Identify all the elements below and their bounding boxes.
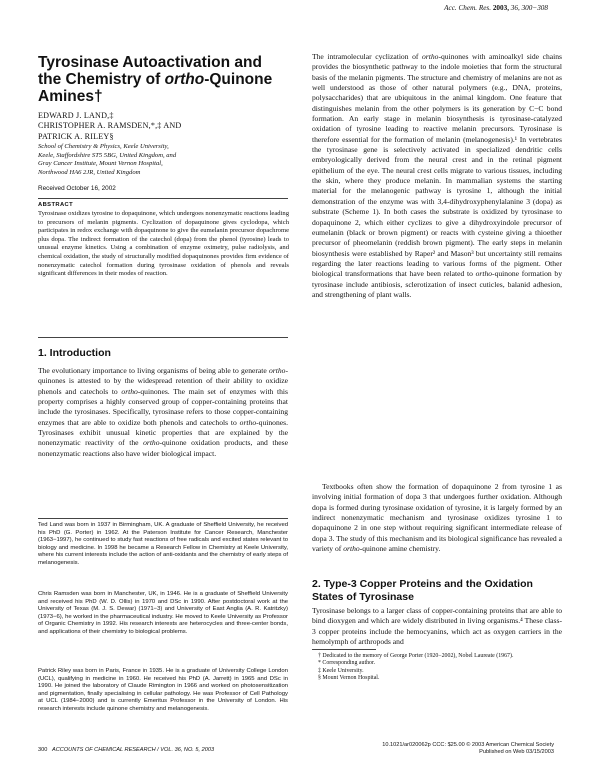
intro-text-d: ortho: [121, 386, 138, 396]
title-line-2-pre: the Chemistry of: [38, 71, 165, 88]
title-line-2-post: -Quinone: [204, 71, 273, 88]
section-2-heading-line-1: 2. Type-3 Copper Proteins and the Oxidation: [312, 578, 533, 590]
bio-ramsden: Chris Ramsden was born in Manchester, UK, in 1946. He is a graduate of Sheffield University and received his PhD (W. D. Ollis) in 1970 and DSc in 1990. After postdoctoral work at the University of Texas (M. J. S. Dewar) (1971−3) and University of East Anglia (A. R. Katritzky) (1973−6), he worked in the pharmaceutical industry. He moved to Keele University as Professor of Organic Chemistry in 1992. His research interests are heterocycles and three-center bonds, and applications of their chemistry to biological problems.: [38, 591, 288, 635]
title-line-2: [38, 71, 288, 88]
affiliation: [38, 143, 288, 177]
author-2: CHRISTOPHER A. RAMSDEN,*,‡ AND: [38, 121, 182, 131]
title-line-2-italic: ortho: [164, 71, 205, 88]
right-p2-c: -quinone amine chemistry.: [359, 544, 441, 554]
received-date: Received October 16, 2002: [38, 185, 116, 192]
right-paragraph-2: [312, 482, 562, 554]
intro-text-e: -quinones. The main set of enzymes with this property comprises a highly conserved group of copper-containing proteins that include the tyrosinases. Specifically, tyrosinase refers to those copper-containing enzymes that are able to oxidize both phenols and catechols to: [38, 386, 288, 427]
author-3: PATRICK A. RILEY§: [38, 131, 114, 141]
section-2-heading-line-2: States of Tyrosinase: [312, 590, 414, 603]
right-p2-a: Textbooks often show the formation of dopaquinone 2 from tyrosine 1 as involving initial formation of dopa 3 that undergoes further oxidation. Although dopa is formed during tyrosinase oxidation of tyrosine, it is largely formed by an indirect nonenzymatic mechanism and tyrosinase oxidizes tyrosine 1 to dopaquinone 2 in one step without requiring significant intermediate release of dopa 3. The study of this mechanism and its biological significance has revealed a variety of: [312, 482, 562, 554]
intro-text-f: ortho: [239, 417, 257, 427]
bio-rule: [38, 518, 288, 519]
right-p1-c: -quinones with aminoalkyl side chains provides the biosynthetic pathway to the indole moieties that form the structural basis of the melanin pigments. The structure and chemistry of melanins are not as well understood as those of other natural polymers (e.g., DNA, proteins, polysaccharides) that are ubiquitous in the animal kingdom. One feature that distinguishes melanin from the other polymers is its generation by C−C bond formation. An early stage in melanin biosynthesis is tyrosinase-catalyzed oxidation of tyrosine leading to reactive melanin precursors. Tyrosinase is therefore essential for the formation of melanin (melanogenesis).¹ In vertebrates the tyrosinase gene is selectively activated in specialized dendritic cells embryologically derived from the neural crest and in the retinal pigment epithelium of the eye. The neural crest cells migrate to various tissues, including the skin, where they produce melanin. In mammalian systems the starting material for the melanogenic pathway is tyrosine 1, although the initial demonstration of the enzyme was with 3,4-dihydroxyphenylalanine 3 (dopa) as substrate (Scheme 1). In both cases the substrate is oxidized by tyrosinase to dopaquinone 2, which either cyclizes to give a dihydroxyindole precursor of eumelanin (black or brown pigment) or reacts with cysteine giving a thioether precursor of pheomelanin (reddish brown pigment). The early steps in melanin biosynthesis were established by Raper² and Mason³ but uncertainty still remains regarding the later reactions leading to various forms of the pigment. Other biological transformations that have been related to: [312, 52, 562, 279]
section-2-paragraph: Tyrosinase belongs to a larger class of copper-containing proteins that are able to bind dioxygen and which are widely distributed in living organisms.⁴ These class-3 copper proteins include the hemocyanins, which act as oxygen carriers in the hemolymph of arthropods and: [312, 606, 562, 647]
author-list: [38, 111, 288, 142]
journal-reference: [444, 4, 548, 12]
footnotes: [316, 653, 556, 683]
abstract-text: Tyrosinase oxidizes tyrosine to dopaquinone, which undergoes nonenzymatic reactions leading to precursors of melanin pigments. Cyclization of dopaquinone gives cyclodopa, which participates in redox exchange with dopaquinone to give the eumelanin precursor dopachrome plus dopa. The indirect formation of the catechol (dopa) from the phenol (tyrosine) leads to unusual enzyme kinetics. Using a combination of enzyme oximetry, pulse radiolysis, and chemical oxidation, the study of structurally modified dopaquinones provides firm evidence of nonenzymatic catechol formation during tyrosinase oxidation of phenols and reveals significant differences in their modes of reaction.: [38, 210, 289, 278]
footnote-keele: ‡ Keele University.: [318, 667, 364, 674]
intro-paragraph: [38, 366, 288, 459]
intro-text-c: -quinones is attested to by the widespread retention of their ability to oxidize phenols and catechols to: [38, 366, 288, 396]
journal-name: Acc. Chem. Res.: [444, 4, 492, 12]
intro-text-b: ortho: [269, 366, 286, 375]
footer-left: [38, 747, 214, 753]
right-p2-b: ortho: [343, 544, 360, 554]
footnote-corresponding: * Corresponding author.: [318, 660, 376, 667]
bio-land: Ted Land was born in 1937 in Birmingham, UK. A graduate of Sheffield University, he received his PhD (G. Porter) in 1962. At the Paterson Institute for Cancer Research, Manchester (1963−1997), he continued to study fast reactions of free radicals and excited states relevant to biology and medicine. In 1998 he became a Research Fellow in Chemistry at Keele University, where his current interests include the action of anti-oxidants and the chemistry of early steps of melanogenesis.: [38, 522, 288, 566]
page-number: 300: [38, 747, 48, 753]
bio-riley: Patrick Riley was born in Paris, France in 1935. He is a graduate of University College London (UCL), qualifying in medicine in 1960. He received his PhD (A. Jarrett) in 1965 and DSc in 1990. He joined the laboratory of Claude Rimington in 1966 and worked on photosensitization and pigmentation, finally specialising in cellular pathology. He was Professor of Cell Pathology at UCL (1984−2000) and is currently Emeritus Professor in the University of London. His research interests include quinone chemistry and melanogenesis.: [38, 668, 288, 712]
right-p1-d: ortho: [475, 269, 493, 279]
affiliation-line-3: Gray Cancer Institute, Mount Vernon Hospital,: [38, 160, 163, 168]
affiliation-line-4: Northwood HA6 2JR, United Kingdom: [38, 168, 141, 176]
abstract-top-rule: [38, 198, 288, 199]
footnote-mount-vernon: § Mount Vernon Hospital.: [318, 675, 380, 682]
affiliation-line-1: School of Chemistry & Physics, Keele University,: [38, 143, 169, 150]
abstract-heading: ABSTRACT: [38, 202, 74, 208]
intro-text-i: -quinone oxidation products, and these nonenzymatic reactions also have wider biological impact.: [38, 438, 289, 458]
right-paragraph-1: [312, 52, 562, 300]
footer-journal: ACCOUNTS OF CHEMICAL RESEARCH / VOL. 36, NO. 5, 2003: [52, 747, 215, 753]
right-p1-b: ortho: [422, 52, 439, 61]
author-1: EDWARD J. LAND,‡: [38, 111, 114, 120]
journal-year: 2003,: [492, 4, 509, 12]
footnote-dedication: † Dedicated to the memory of George Porter (1920−2002), Nobel Laureate (1967).: [318, 653, 514, 659]
footer-right: [382, 742, 554, 756]
journal-volume-pages: 36, 300−308: [510, 4, 548, 12]
article-title: [38, 54, 288, 105]
title-line-1: Tyrosinase Autoactivation and: [38, 54, 262, 71]
title-line-3: Amines†: [38, 88, 103, 105]
intro-text-h: ortho: [143, 438, 160, 448]
footer-doi: 10.1021/ar020062p CCC: $25.00 © 2003 American Chemical Society: [382, 742, 554, 748]
affiliation-line-2: Keele, Staffordshire ST5 5BG, United Kingdom, and: [38, 151, 177, 159]
right-p1-e: -quinone formation by tyrosinase include antibiosis, sclerotization of insect cuticles, balanid adhesion, and strengthening of plant walls.: [312, 269, 562, 299]
right-p1-a: The intramolecular cyclization of: [312, 52, 422, 61]
intro-text-a: The evolutionary importance to living organisms of being able to generate: [38, 366, 269, 375]
abstract-bottom-rule: [38, 337, 288, 338]
footer-published: Published on Web 03/15/2003: [479, 749, 554, 756]
intro-text-g: -quinones. Tyrosinases exhibit unusual kinetic properties that are explained by the nonenzymatic reactivity of the: [38, 417, 288, 448]
footnote-rule: [312, 649, 376, 650]
section-2-heading: [312, 578, 562, 603]
section-1-heading: 1. Introduction: [38, 347, 111, 359]
